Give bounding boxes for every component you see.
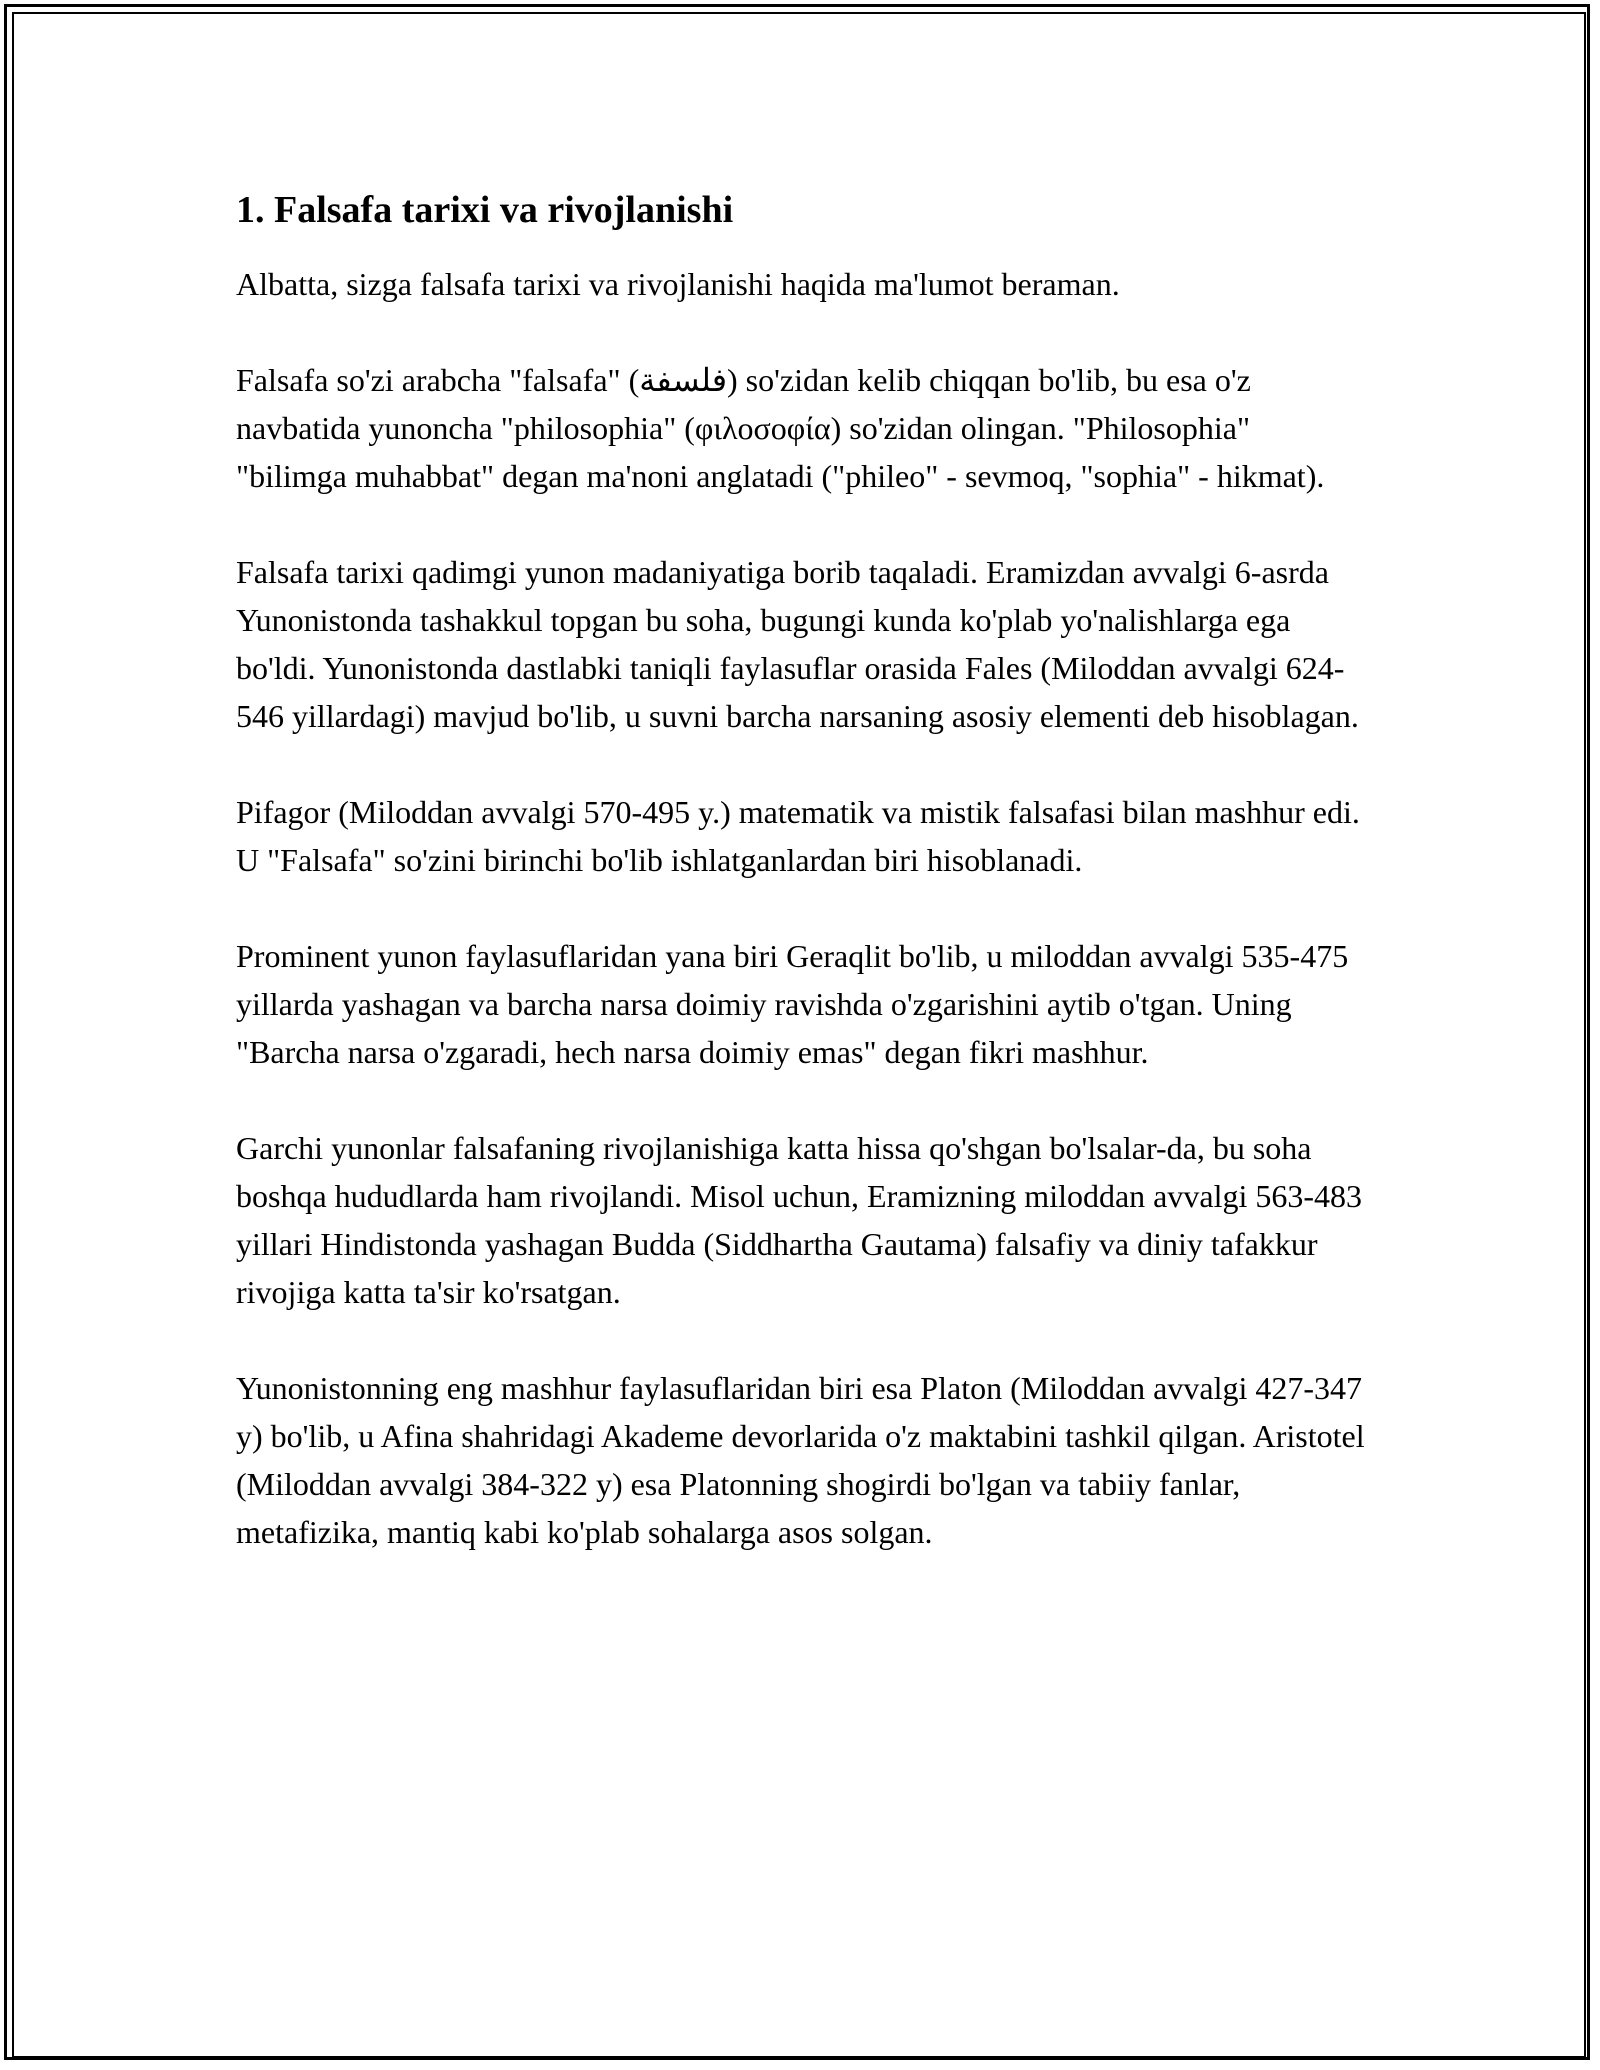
section-heading: 1. Falsafa tarixi va rivojlanishi xyxy=(236,189,734,231)
paragraph-buddha: Garchi yunonlar falsafaning rivojlanishiga katta hissa qo'shgan bo'lsalar-da, bu soha boshqa hududlarda ham rivojlandi. Misol uchun, Eramizning miloddan avvalgi 563-483 yillari Hindistonda yashagan Budda (Siddhartha Gautama) falsafiy va diniy tafakkur rivojiga katta ta'sir ko'rsatgan. xyxy=(236,1130,1363,1310)
paragraph-plato-aristotle: Yunonistonning eng mashhur faylasuflaridan biri esa Platon (Miloddan avvalgi 427-347 y) bo'lib, u Afina shahridagi Akademe devorlarida o'z maktabini tashkil qilgan. Aristotel (Miloddan avvalgi 384-322 y) esa Platonning shogirdi bo'lgan va tabiiy fanlar, metafizika, mantiq kabi ko'plab sohalarga asos solgan. xyxy=(236,1370,1365,1550)
paragraph-intro: Albatta, sizga falsafa tarixi va rivojlanishi haqida ma'lumot beraman. xyxy=(236,266,1120,302)
paragraph-heraclitus: Prominent yunon faylasuflaridan yana biri Geraqlit bo'lib, u miloddan avvalgi 535-475 yillarda yashagan va barcha narsa doimiy ravishda o'zgarishini aytib o'tgan. Uning "Barcha narsa o'zgaradi, hech narsa doimiy emas" degan fikri mashhur. xyxy=(236,938,1349,1070)
paragraph-pythagoras: Pifagor (Miloddan avvalgi 570-495 y.) matematik va mistik falsafasi bilan mashhur edi. U "Falsafa" so'zini birinchi bo'lib ishlatganlardan biri hisoblanadi. xyxy=(236,794,1360,878)
paragraph-etymology: Falsafa so'zi arabcha "falsafa" (فلسفة) so'zidan kelib chiqqan bo'lib, bu esa o'z navbatida yunoncha "philosophia" (φιλοσοφία) so'zidan olingan. "Philosophia" "bilimga muhabbat" degan ma'noni anglatadi ("phileo" - sevmoq, "sophia" - hikmat). xyxy=(236,362,1325,494)
paragraph-origins: Falsafa tarixi qadimgi yunon madaniyatiga borib taqaladi. Eramizdan avvalgi 6-asrda Yunonistonda tashakkul topgan bu soha, bugungi kunda ko'plab yo'nalishlarga ega bo'ldi. Yunonistonda dastlabki taniqli faylasuflar orasida Fales (Miloddan avvalgi 624-546 yillardagi) mavjud bo'lib, u suvni barcha narsaning asosiy elementi deb hisoblagan. xyxy=(236,554,1359,734)
document-body xyxy=(236,186,1366,1604)
